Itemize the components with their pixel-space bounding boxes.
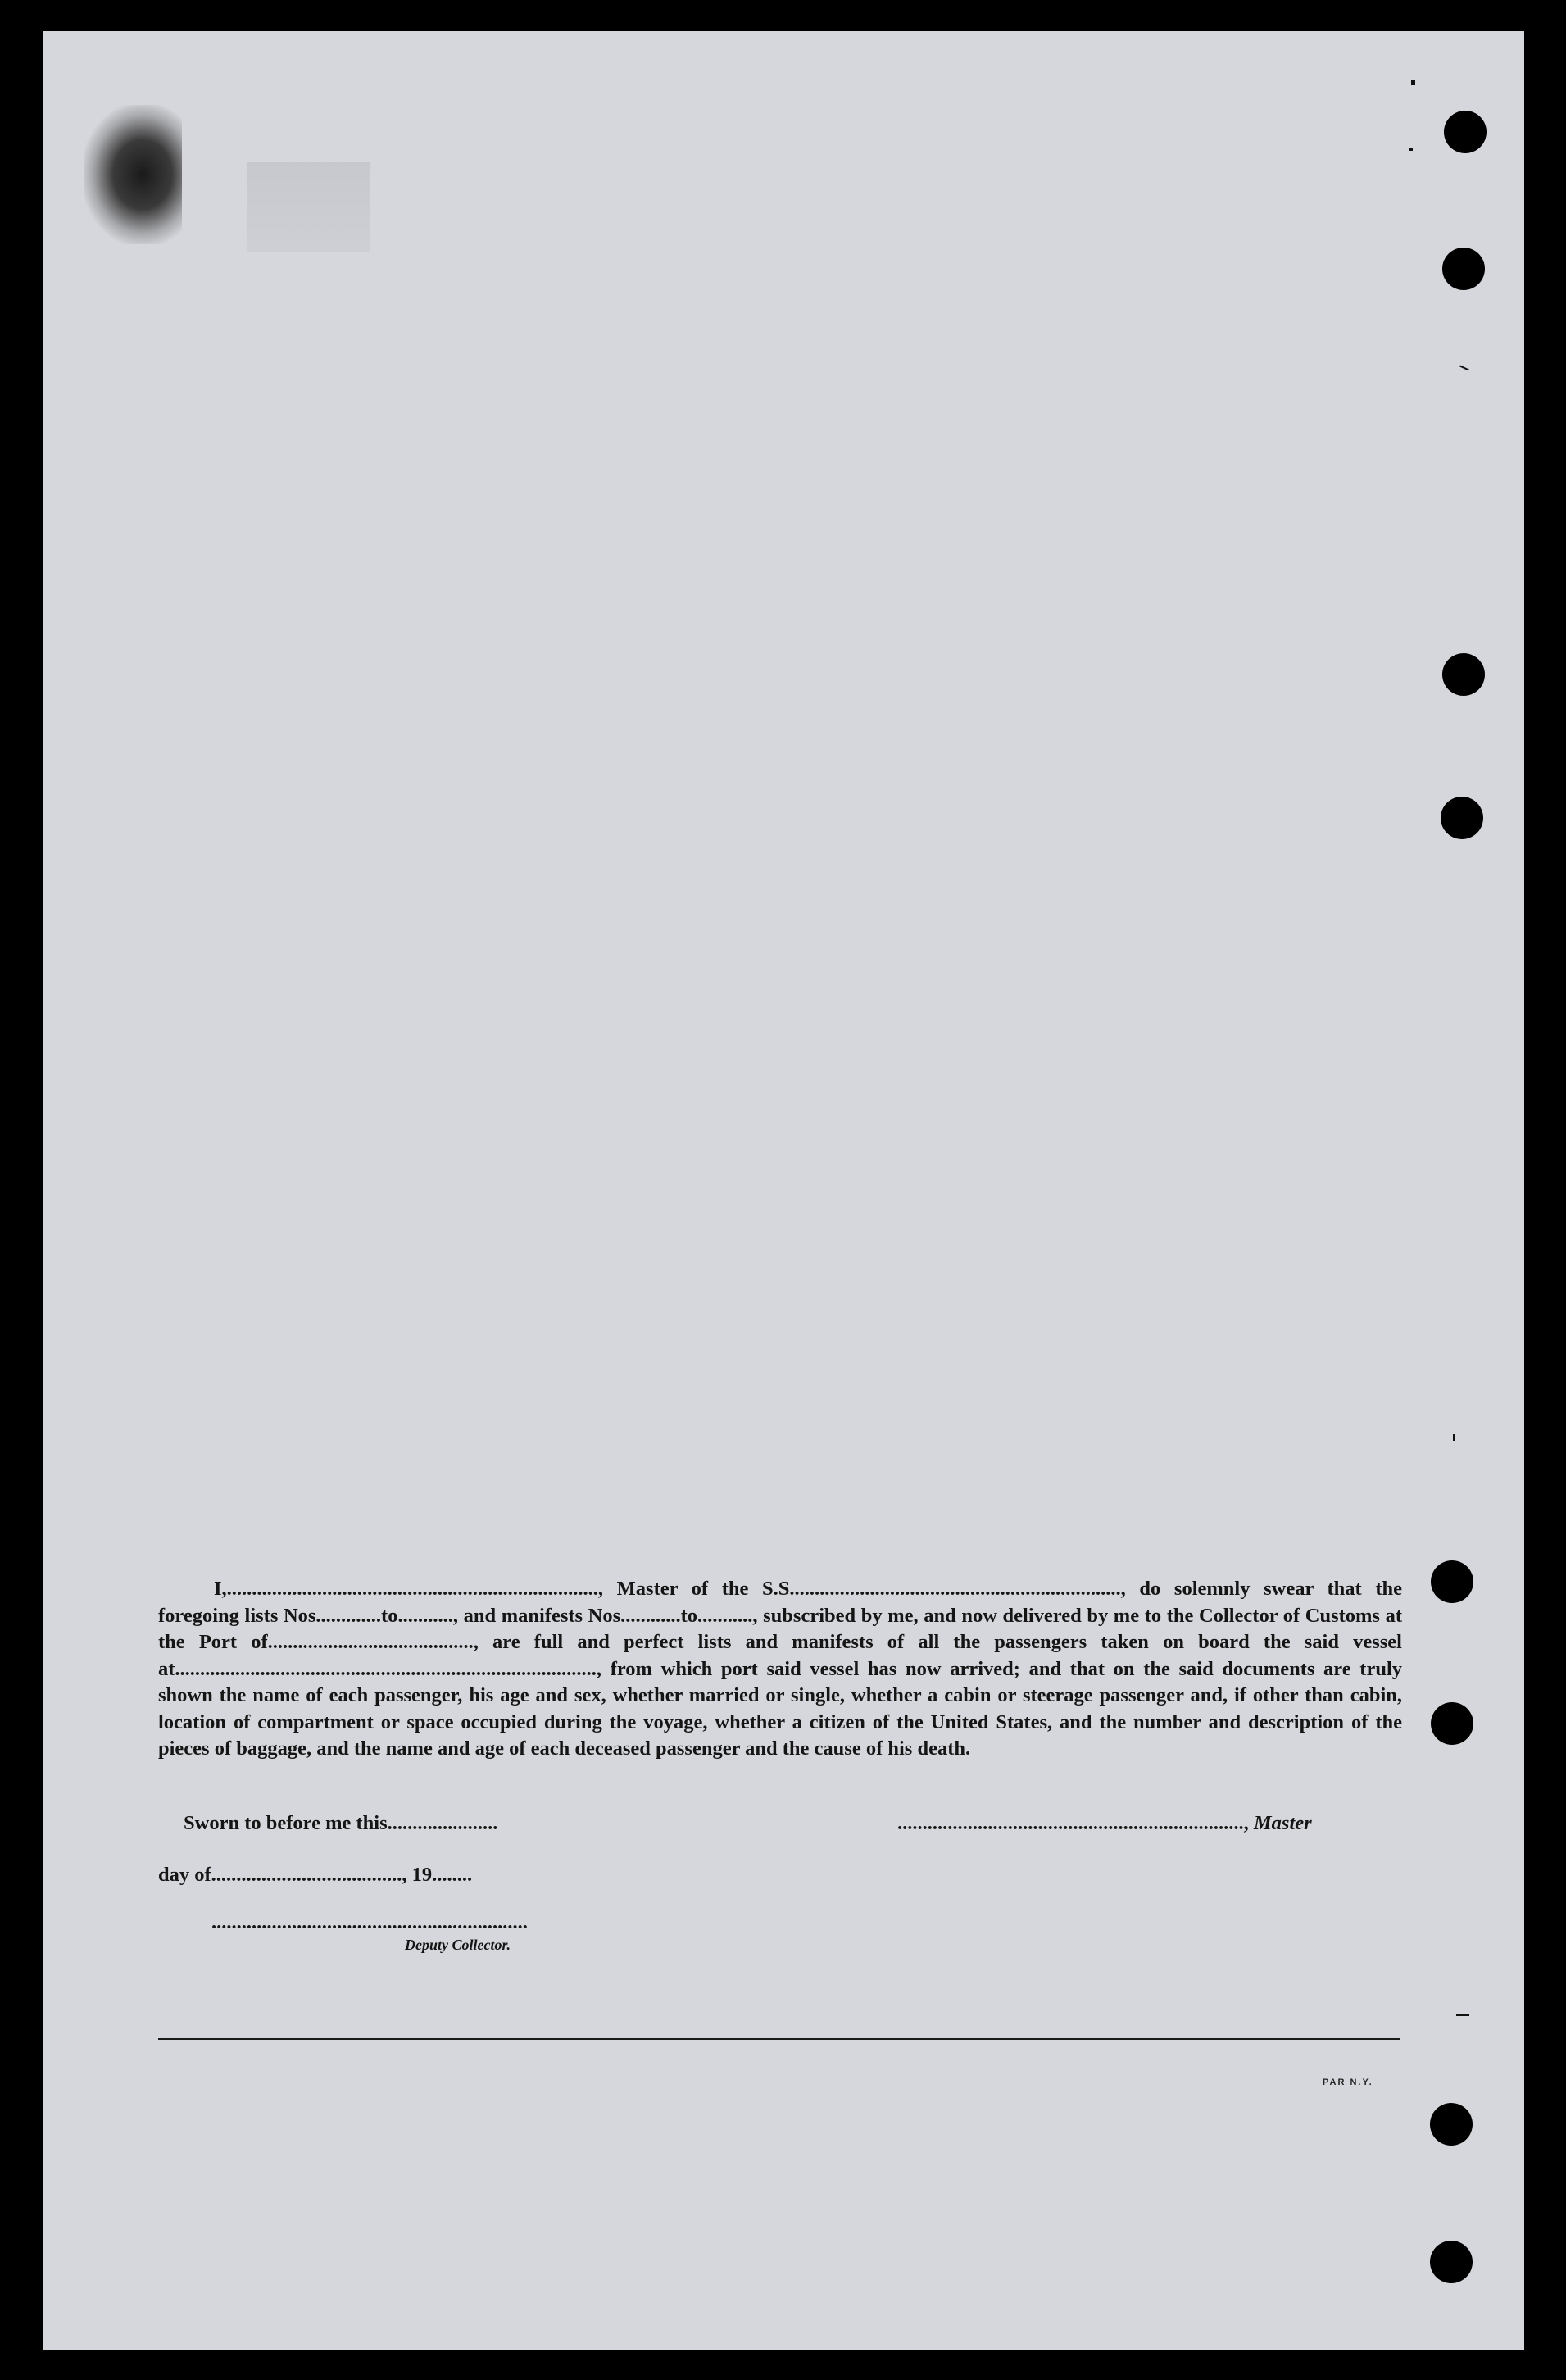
oath-text: I,.........................................................................., Master of the S.S.................................................................., do solemnly swear that the foregoing lists Nos.............to..........., and manifests Nos............to..........., subscribed by me, and now delivered by me to the Collector of Customs at the Port of........................................., are full and perfect lists and manifests of all the passengers taken on board the said vessel at...................................................................................., from which port said vessel has now arrived; and that on the said documents are truly shown the name of each passenger, his age and sex, whether married or single, whether a cabin or steerage passenger and, if other than cabin, location of compartment or space occupied during the voyage, whether a citizen of the United States, and the number and description of the pieces of baggage, and the name and age of each deceased passenger and the cause of his death.	[158, 1578, 1402, 1760]
speck	[1453, 1434, 1455, 1441]
deputy-signature-dots	[211, 1911, 528, 1934]
printer-mark: PAR N.Y.	[1323, 2078, 1373, 2087]
punch-hole	[1442, 653, 1485, 696]
master-label: Master	[1253, 1812, 1312, 1834]
day-of-line	[158, 1864, 472, 1887]
sworn-text: Sworn to before me this......................	[184, 1812, 498, 1834]
faint-stamp-impression	[306, 576, 746, 765]
punch-hole	[1430, 2241, 1473, 2283]
sworn-before-line	[184, 1812, 497, 1835]
punch-hole	[1430, 2103, 1473, 2146]
speck	[1411, 80, 1415, 85]
punch-hole	[1444, 111, 1487, 153]
deputy-dots: ...............................................................	[211, 1911, 528, 1933]
punch-hole	[1431, 1560, 1473, 1603]
punch-hole	[1442, 248, 1485, 290]
master-dots: .....................................................................,	[897, 1812, 1249, 1834]
document-page	[43, 31, 1524, 2350]
bleed-through-mark	[247, 162, 370, 252]
master-oath-paragraph	[158, 1576, 1402, 1763]
ink-stain	[84, 105, 182, 244]
speck	[1456, 2014, 1469, 2016]
punch-hole	[1441, 797, 1483, 839]
deputy-collector-label: Deputy Collector.	[405, 1937, 511, 1953]
day-text: day of......................................, 19........	[158, 1864, 473, 1886]
speck	[1409, 148, 1413, 151]
master-signature-line	[897, 1812, 1312, 1835]
punch-hole	[1431, 1702, 1473, 1745]
horizontal-rule	[158, 2038, 1400, 2040]
